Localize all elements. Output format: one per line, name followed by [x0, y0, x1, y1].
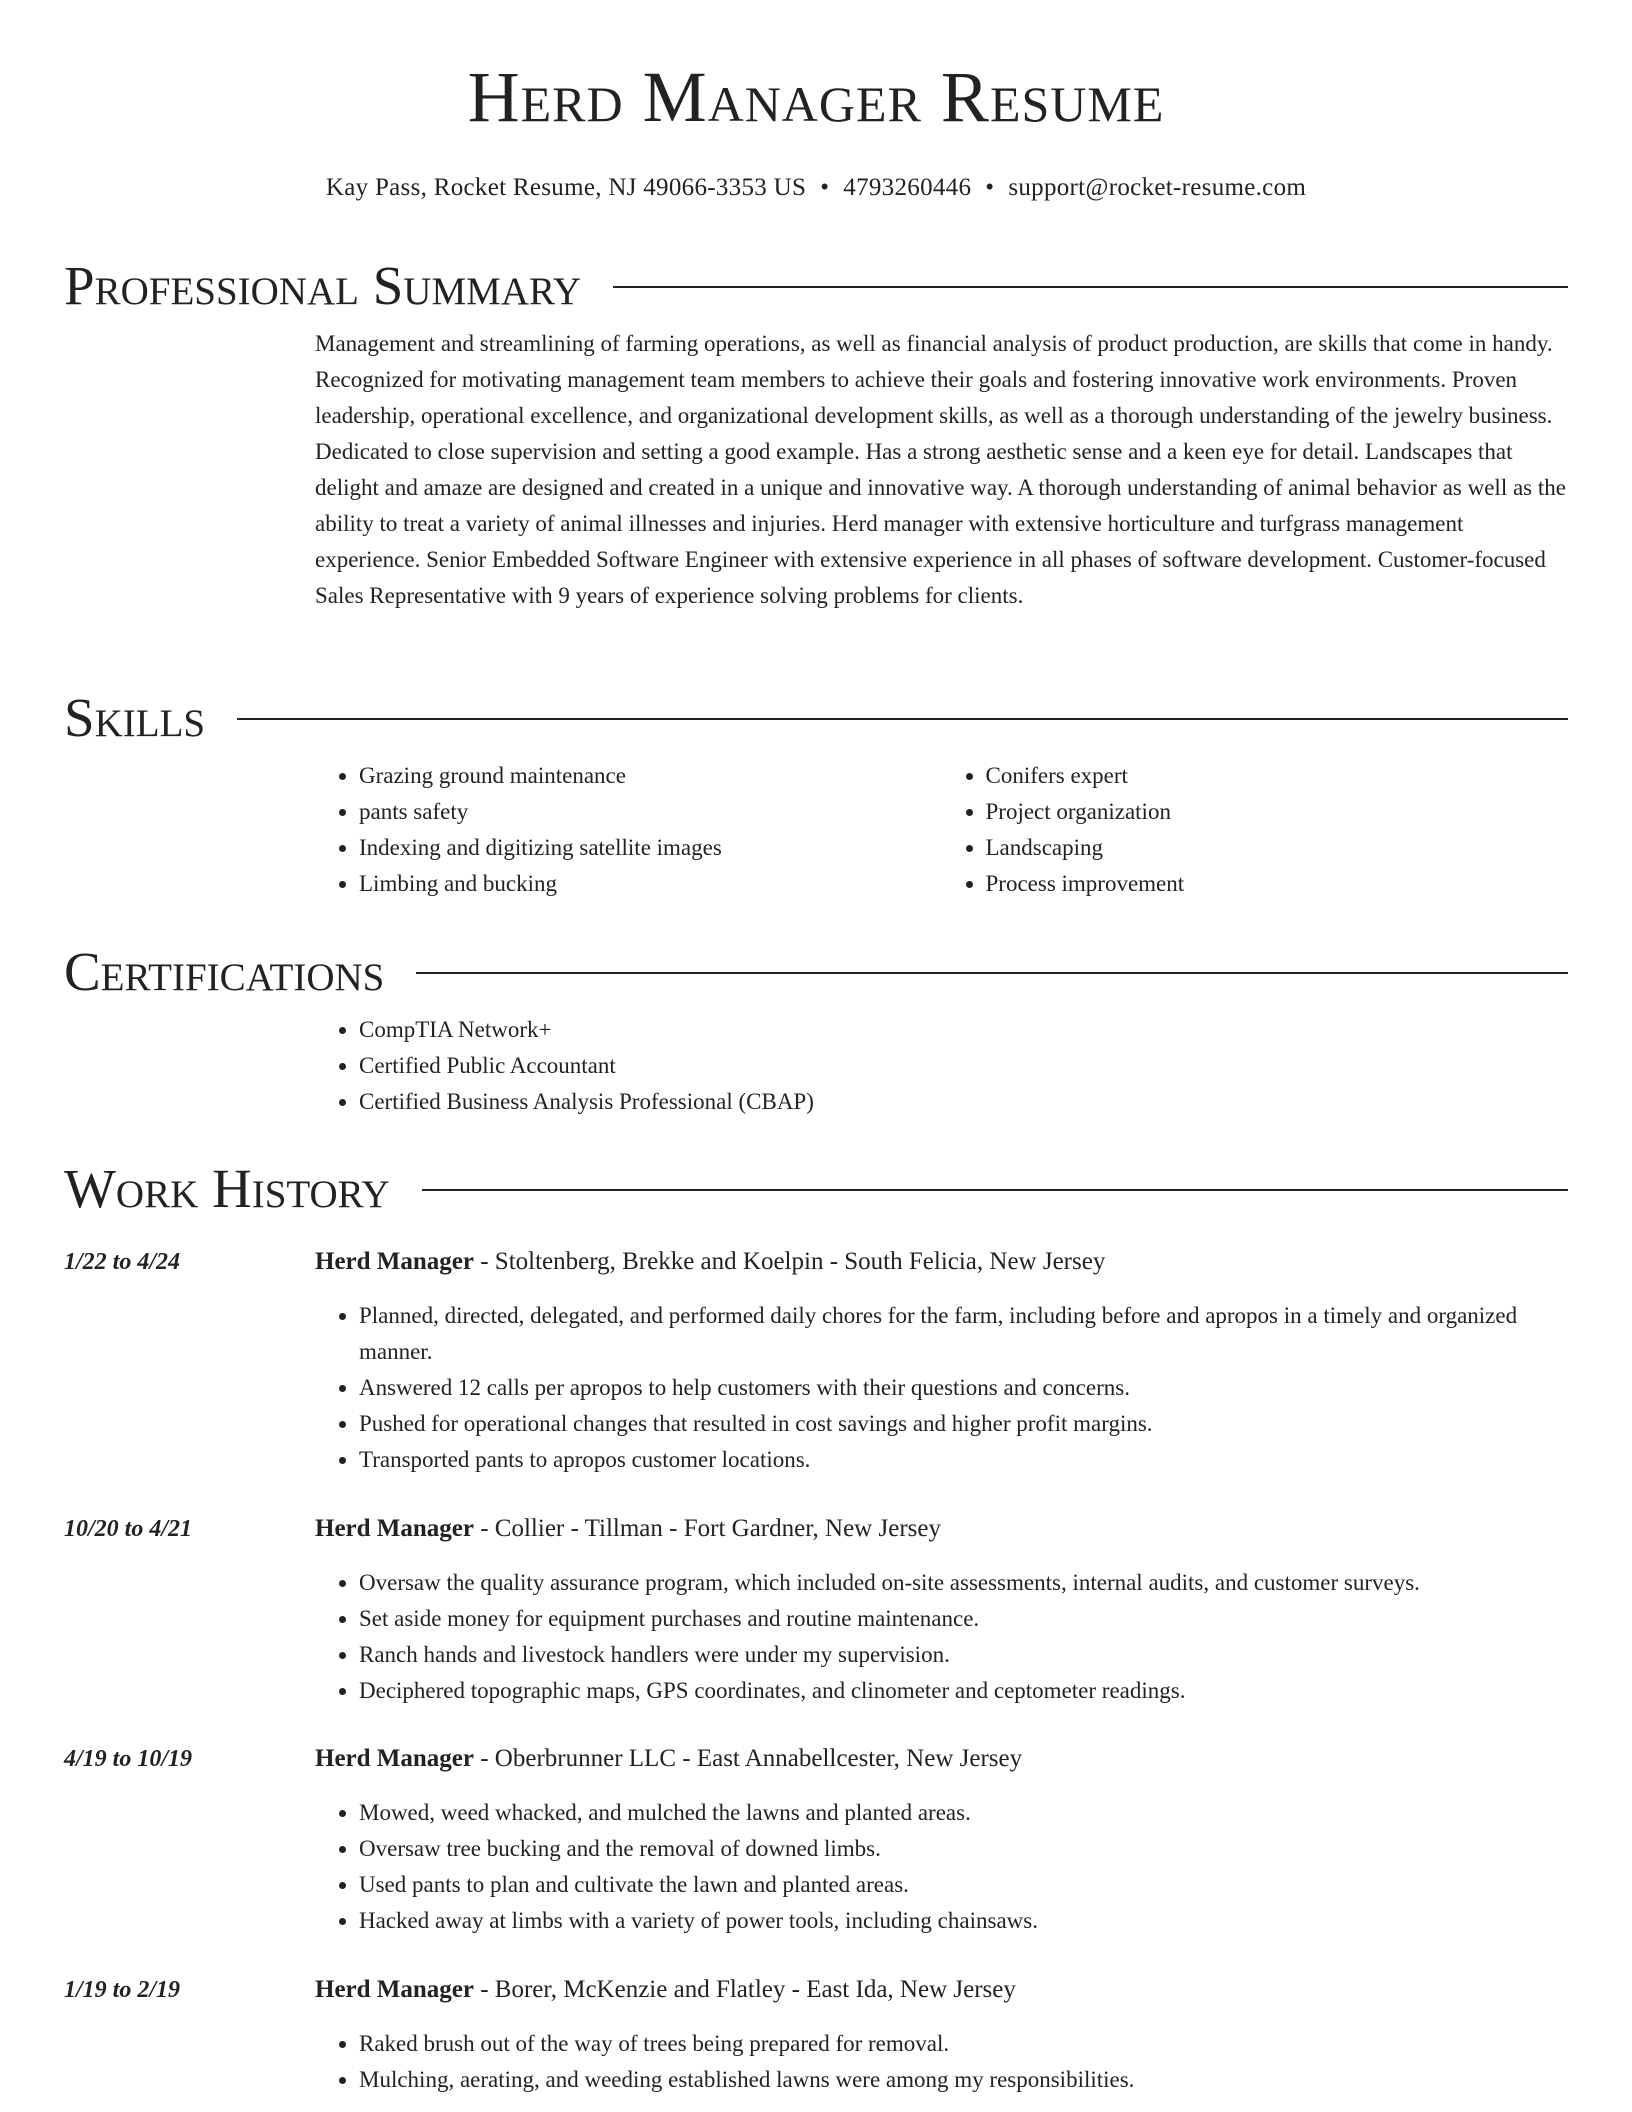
job-details: - Borer, McKenzie and Flatley - East Ida, New Jersey [473, 1976, 1016, 2003]
job-bullet: • Oversaw the quality assurance program, which included on-site assessments, internal audits, and customer surveys. [359, 1565, 1568, 1601]
job-title: Herd Manager [315, 1976, 474, 2003]
contact-line [0, 174, 1632, 202]
job-dates: 1/19 to 2/19 [64, 1977, 181, 2003]
resume-title: Herd Manager Resume [467, 57, 1165, 137]
job-bullet: • Mulching, aerating, and weeding established lawns were among my responsibilities. [359, 2062, 1568, 2098]
contact-address: Kay Pass, Rocket Resume, NJ 49066-3353 US [325, 174, 807, 201]
job-bullet: • Hacked away at limbs with a variety of power tools, including chainsaws. [359, 1903, 1568, 1939]
job-title: Herd Manager [315, 1248, 474, 1275]
summary-header [64, 255, 1568, 316]
job-bullet: • Mowed, weed whacked, and mulched the lawns and planted areas. [359, 1795, 1568, 1831]
job-bullet: • Transported pants to apropos customer locations. [359, 1442, 1568, 1478]
skills-grid [315, 758, 1568, 902]
skill-item: • pants safety [359, 794, 942, 830]
job-bullet: • Pushed for operational changes that resulted in cost savings and higher profit margins. [359, 1406, 1568, 1442]
work-history-title: Work History [64, 1158, 390, 1219]
job-header [64, 1741, 1568, 1777]
section-divider [422, 1189, 1568, 1191]
job-bullet: • Used pants to plan and cultivate the lawn and planted areas. [359, 1867, 1568, 1903]
job-bullet: • Planned, directed, delegated, and performed daily chores for the farm, including before and apropos in a timely and organized manner. [359, 1298, 1568, 1370]
job-bullet: • Answered 12 calls per apropos to help customers with their questions and concerns. [359, 1370, 1568, 1406]
contact-separator: • [820, 174, 830, 201]
job-title: Herd Manager [315, 1515, 474, 1542]
job-bullet: • Set aside money for equipment purchases and routine maintenance. [359, 1601, 1568, 1637]
job-details: - Oberbrunner LLC - East Annabellcester, New Jersey [473, 1745, 1023, 1772]
skill-item: • Landscaping [986, 830, 1569, 866]
job-bullet: • Ranch hands and livestock handlers were under my supervision. [359, 1637, 1568, 1673]
job-bullets [315, 1298, 1568, 1478]
certifications-list [315, 1012, 1568, 1120]
skill-item: • Project organization [986, 794, 1569, 830]
job-header [64, 1511, 1568, 1547]
job-bullets [315, 2026, 1568, 2098]
job-entry [64, 1741, 1568, 1939]
skills-section [64, 687, 1568, 902]
job-bullets [315, 1565, 1568, 1709]
certification-item: • Certified Public Accountant [359, 1048, 1568, 1084]
section-divider [613, 286, 1568, 288]
job-heading [315, 1972, 1016, 2008]
skills-header [64, 687, 1568, 748]
certifications-section [64, 941, 1568, 1120]
skill-item: • Limbing and bucking [359, 866, 942, 902]
section-divider [416, 972, 1568, 974]
job-bullet: • Deciphered topographic maps, GPS coordinates, and clinometer and ceptometer readings. [359, 1673, 1568, 1709]
skill-item: • Grazing ground maintenance [359, 758, 942, 794]
work-history-section [64, 1158, 1568, 1219]
certification-item: • Certified Business Analysis Professional (CBAP) [359, 1084, 1568, 1120]
job-heading [315, 1244, 1105, 1280]
job-bullet: • Oversaw tree bucking and the removal of downed limbs. [359, 1831, 1568, 1867]
job-entry [64, 1244, 1568, 1478]
contact-phone: 4793260446 [843, 174, 972, 201]
contact-separator: • [985, 174, 995, 201]
contact-email: support@rocket-resume.com [1008, 174, 1307, 201]
job-header [64, 1972, 1568, 2008]
job-details: - Stoltenberg, Brekke and Koelpin - South Felicia, New Jersey [473, 1248, 1106, 1275]
summary-text: Management and streamlining of farming operations, as well as financial analysis of product production, are skills that come in handy. Recognized for motivating management team members to achieve their goals and fostering innovative work environments. Proven leadership, operational excellence, and organizational development skills, as well as a thorough understanding of the jewelry business. Dedicated to close supervision and setting a good example. Has a strong aesthetic sense and a keen eye for detail. Landscapes that delight and amaze are designed and created in a unique and innovative way. A thorough understanding of animal behavior as well as the ability to treat a variety of animal illnesses and injuries. Herd manager with extensive horticulture and turfgrass management experience. Senior Embedded Software Engineer with extensive experience in all phases of software development. Customer-focused Sales Representative with 9 years of experience solving problems for clients. [315, 331, 1566, 608]
summary-title: Professional Summary [64, 255, 582, 316]
job-entry [64, 1511, 1568, 1709]
skill-item: • Indexing and digitizing satellite images [359, 830, 942, 866]
job-dates: 10/20 to 4/21 [64, 1516, 193, 1542]
skills-right-list [942, 758, 1569, 902]
skills-title: Skills [64, 687, 206, 748]
skills-left-list [315, 758, 942, 902]
job-dates: 1/22 to 4/24 [64, 1249, 181, 1275]
job-bullets [315, 1795, 1568, 1939]
section-divider [237, 718, 1568, 720]
work-history-header [64, 1158, 1568, 1219]
job-entry [64, 1972, 1568, 2098]
certification-item: • CompTIA Network+ [359, 1012, 1568, 1048]
job-details: - Collier - Tillman - Fort Gardner, New Jersey [473, 1515, 941, 1542]
job-header [64, 1244, 1568, 1280]
certifications-title: Certifications [64, 941, 385, 1002]
job-heading [315, 1741, 1022, 1777]
job-dates: 4/19 to 10/19 [64, 1746, 193, 1772]
job-heading [315, 1511, 941, 1547]
certifications-header [64, 941, 1568, 1002]
skill-item: • Process improvement [986, 866, 1569, 902]
job-title: Herd Manager [315, 1745, 474, 1772]
summary-section [64, 255, 1568, 614]
skill-item: • Conifers expert [986, 758, 1569, 794]
job-bullet: • Raked brush out of the way of trees being prepared for removal. [359, 2026, 1568, 2062]
